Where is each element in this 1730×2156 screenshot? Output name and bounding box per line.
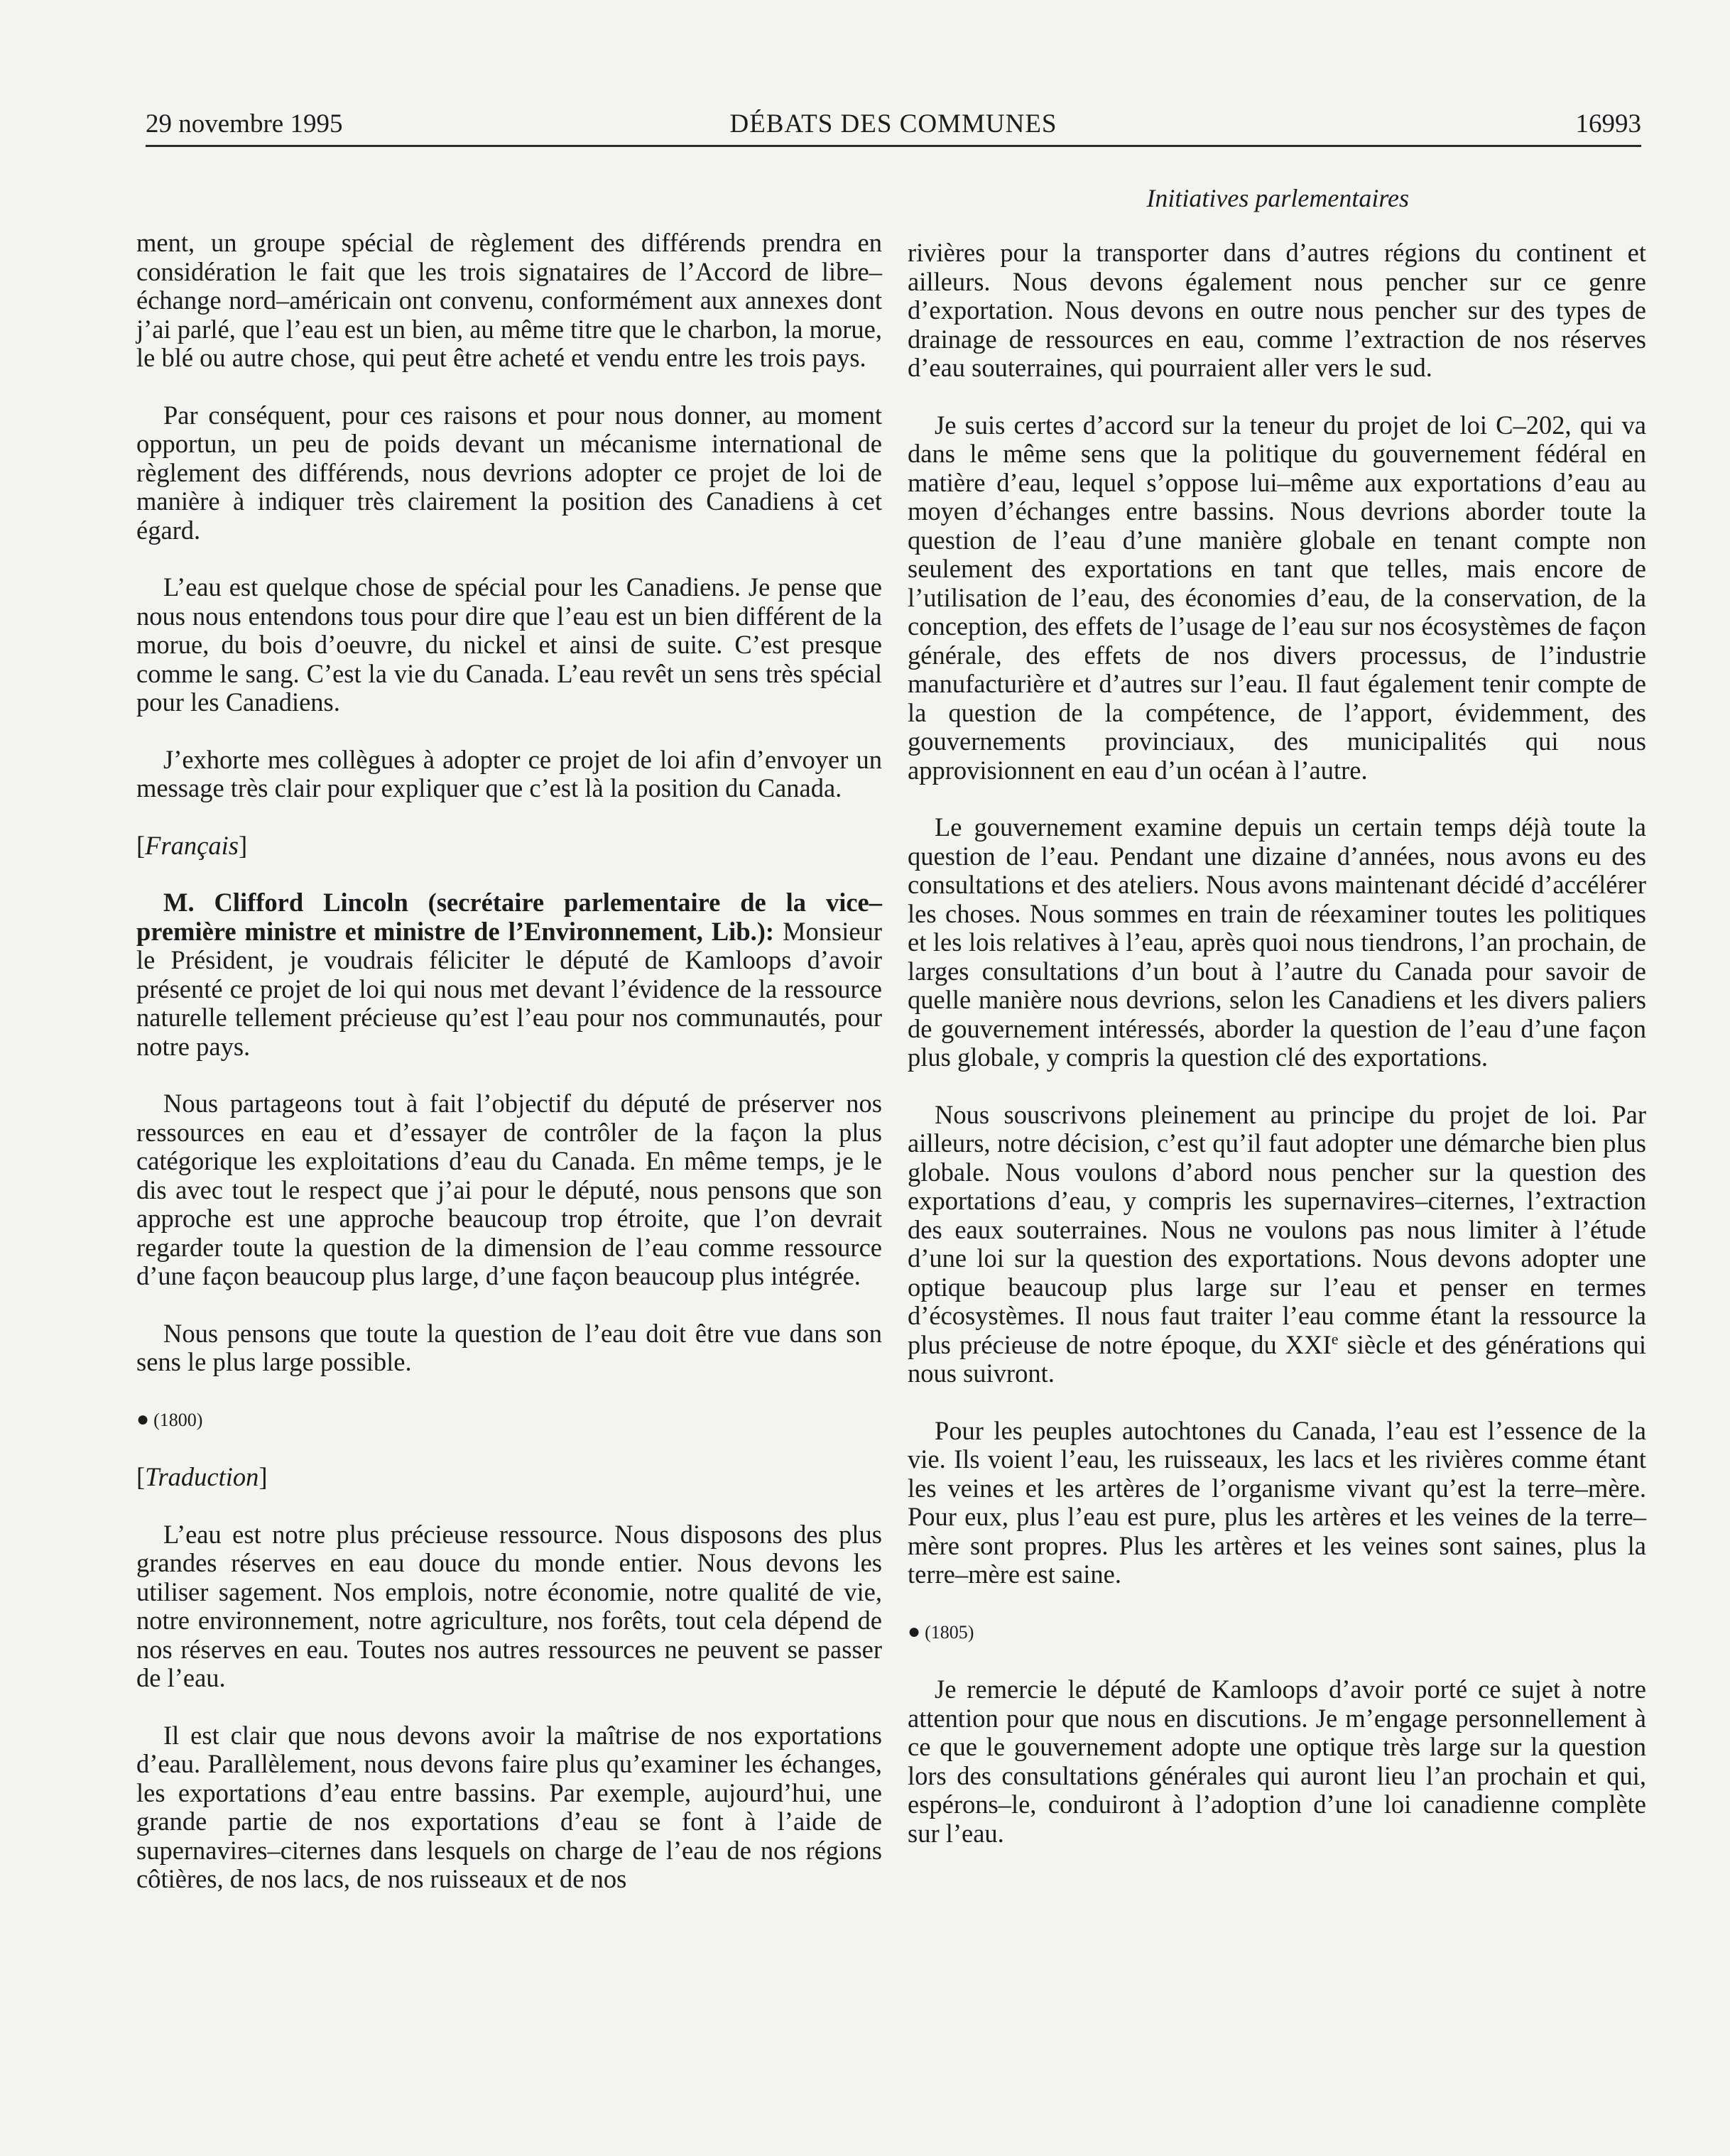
speech-paragraph — [136, 888, 882, 1061]
language-tag: [ Français ] — [136, 832, 882, 861]
timestamp: ● (1800) — [136, 1407, 203, 1431]
header-page-number: 16993 — [1575, 109, 1641, 138]
header-title: DÉBATS DES COMMUNES — [729, 109, 1057, 138]
paragraph: ment, un groupe spécial de règlement des différends prendra en considération le fait que les trois signataires de l’Accord de libre–échange nord–américain ont convenu, conformément aux annexes dont j’ai parlé, que l’eau est un bien, au même titre que le charbon, la morue, le blé ou autre chose, qui peut être acheté et vendu entre les trois pays. — [136, 228, 882, 372]
paragraph: Je suis certes d’accord sur la teneur du projet de loi C–202, qui va dans le même sens que la politique du gouvernement fédéral en matière d’eau, lequel s’oppose lui–même aux exportations d’eau au moyen d’échanges entre bassins. Nous devrions aborder toute la question de l’eau d’une manière globale en tenant compte non seulement des exportations en tant que telles, mais encore de l’utilisation de l’eau, des économies d’eau, de la conservation, de la conception, des effets de l’usage de l’eau sur nos écosystèmes de façon générale, des effets de nos divers processus, de l’industrie manufacturière et d’autres sur l’eau. Il faut également tenir compte de la question de la compétence, de l’apport, évidemment, des gouvernements provinciaux, des municipalités qui nous approvisionnent en eau d’un océan à l’autre. — [908, 410, 1646, 785]
paragraph: Pour les peuples autochtones du Canada, l’eau est l’essence de la vie. Ils voient l’eau, les ruisseaux, les lacs et les rivières comme étant les veines et les artères de l’organisme vivant qu’est la terre–mère. Pour eux, plus l’eau est pure, plus les artères et les veines de la terre–mère sont propres. Plus les artères et les veines sont saines, plus la terre–mère est saine. — [908, 1415, 1646, 1589]
paragraph: J’exhorte mes collègues à adopter ce projet de loi afin d’envoyer un message très clair pour expliquer que c’est là la position du Canada. — [136, 744, 882, 802]
bullet-icon: ● — [136, 1407, 150, 1431]
left-column — [136, 229, 882, 1922]
paragraph: rivières pour la transporter dans d’autres régions du continent et ailleurs. Nous devons également nous pencher sur ce genre d’exportation. Nous devons en outre nous pencher sur des types de drainage de ressources en eau, comme l’extraction de nos réserves d’eau souterraines, qui pourraient aller vers le sud. — [908, 238, 1646, 382]
paragraph: Je remercie le député de Kamloops d’avoir porté ce sujet à notre attention pour que nous en discutions. Je m’engage personnellement à ce que le gouvernement adopte une optique très large sur la question lors des consultations générales qui auront lieu l’an prochain et qui, espérons–le, conduiront à l’adoption d’une loi canadienne complète sur l’eau. — [908, 1675, 1646, 1848]
header-date: 29 novembre 1995 — [146, 109, 343, 138]
paragraph: Par conséquent, pour ces raisons et pour nous donner, au moment opportun, un peu de poids devant un mécanisme international de règlement des différends, nous devrions adopter ce projet de loi de manière à indiquer très clairement la position des Canadiens à cet égard. — [136, 400, 882, 545]
section-label: Initiatives parlementaires — [1146, 184, 1409, 212]
bullet-icon: ● — [908, 1619, 921, 1643]
paragraph: Il est clair que nous devons avoir la maîtrise de nos exportations d’eau. Parallèlement, nous devons faire plus qu’examiner les échanges, les exportations d’eau entre bassins. Par exemple, aujourd’hui, une grande partie de nos exportations d’eau se font à l’aide de supernavires–citernes dans lesquels on charge de l’eau de nos régions côtières, de nos lacs, de nos ruisseaux et de nos — [136, 1720, 882, 1893]
paragraph: L’eau est notre plus précieuse ressource. Nous disposons des plus grandes réserves en eau douce du monde entier. Nous devons les utiliser sagement. Nos emplois, notre économie, notre qualité de vie, notre environnement, notre agriculture, nos forêts, tout cela dépend de nos réserves en eau. Toutes nos autres ressources ne peuvent se passer de l’eau. — [136, 1519, 882, 1692]
language-tag: [ Traduction ] — [136, 1463, 882, 1492]
paragraph: Nous partageons tout à fait l’objectif du député de préserver nos ressources en eau et d’essayer de contrôler de la façon la plus catégorique les exploitations d’eau du Canada. En même temps, je le dis avec tout le respect que j’ai pour le député, nous pensons que son approche est une approche beaucoup trop étroite, que l’on devrait regarder toute la question de la dimension de l’eau comme ressource d’une façon beaucoup plus large, d’une façon beaucoup plus intégrée. — [136, 1089, 882, 1290]
speaker-name: M. Clifford Lincoln (secrétaire parlementaire de la vice–première ministre et ministre de l’Environnement, Lib.): — [136, 888, 882, 946]
paragraph: L’eau est quelque chose de spécial pour les Canadiens. Je pense que nous nous entendons tous pour dire que l’eau est un bien différent de la morue, du bois d’oeuvre, du nickel et ainsi de suite. C’est presque comme le sang. C’est la vie du Canada. L’eau revêt un sens très spécial pour les Canadiens. — [136, 572, 882, 717]
right-column — [908, 239, 1646, 1876]
page-header — [146, 99, 1641, 147]
paragraph: Le gouvernement examine depuis un certain temps déjà toute la question de l’eau. Pendant une dizaine d’années, nous avons eu des consultations et des ateliers. Nous avons maintenant décidé d’accélérer les choses. Nous sommes en train de réexaminer toutes les politiques et les lois relatives à l’eau, après quoi nous tiendrons, l’an prochain, de larges consultations d’un bout à l’autre du Canada pour savoir de quelle manière nous devrions, selon les Canadiens et les divers paliers de gouvernement intéressés, aborder la question de l’eau d’une façon plus globale, y compris la question clé des exportations. — [908, 812, 1646, 1072]
paragraph: Nous pensons que toute la question de l’eau doit être vue dans son sens le plus large possible. — [136, 1318, 882, 1376]
timestamp: ● (1805) — [908, 1619, 974, 1643]
paragraph: Nous souscrivons pleinement au principe du projet de loi. Par ailleurs, notre décision, c’est qu’il faut adopter une démarche bien plus globale. Nous voulons d’abord nous pencher sur la question des exportations d’eau, y compris les supernavires–citernes, l’extraction des eaux souterraines. Nous ne voulons pas nous limiter à l’étude d’une loi sur la question des exportations. Nous devons adopter une optique beaucoup plus large sur l’eau et penser en termes d’écosystèmes. Il nous faut traiter l’eau comme étant la ressource la plus précieuse de notre époque, du XXIe siècle et des générations qui nous suivront. — [908, 1099, 1646, 1388]
speech-text: Monsieur le Président, je voudrais féliciter le député de Kamloops d’avoir présenté ce projet de loi qui nous met devant l’évidence de la ressource naturelle tellement précieuse qu’est l’eau pour nos communautés, pour notre pays. — [136, 916, 882, 1061]
